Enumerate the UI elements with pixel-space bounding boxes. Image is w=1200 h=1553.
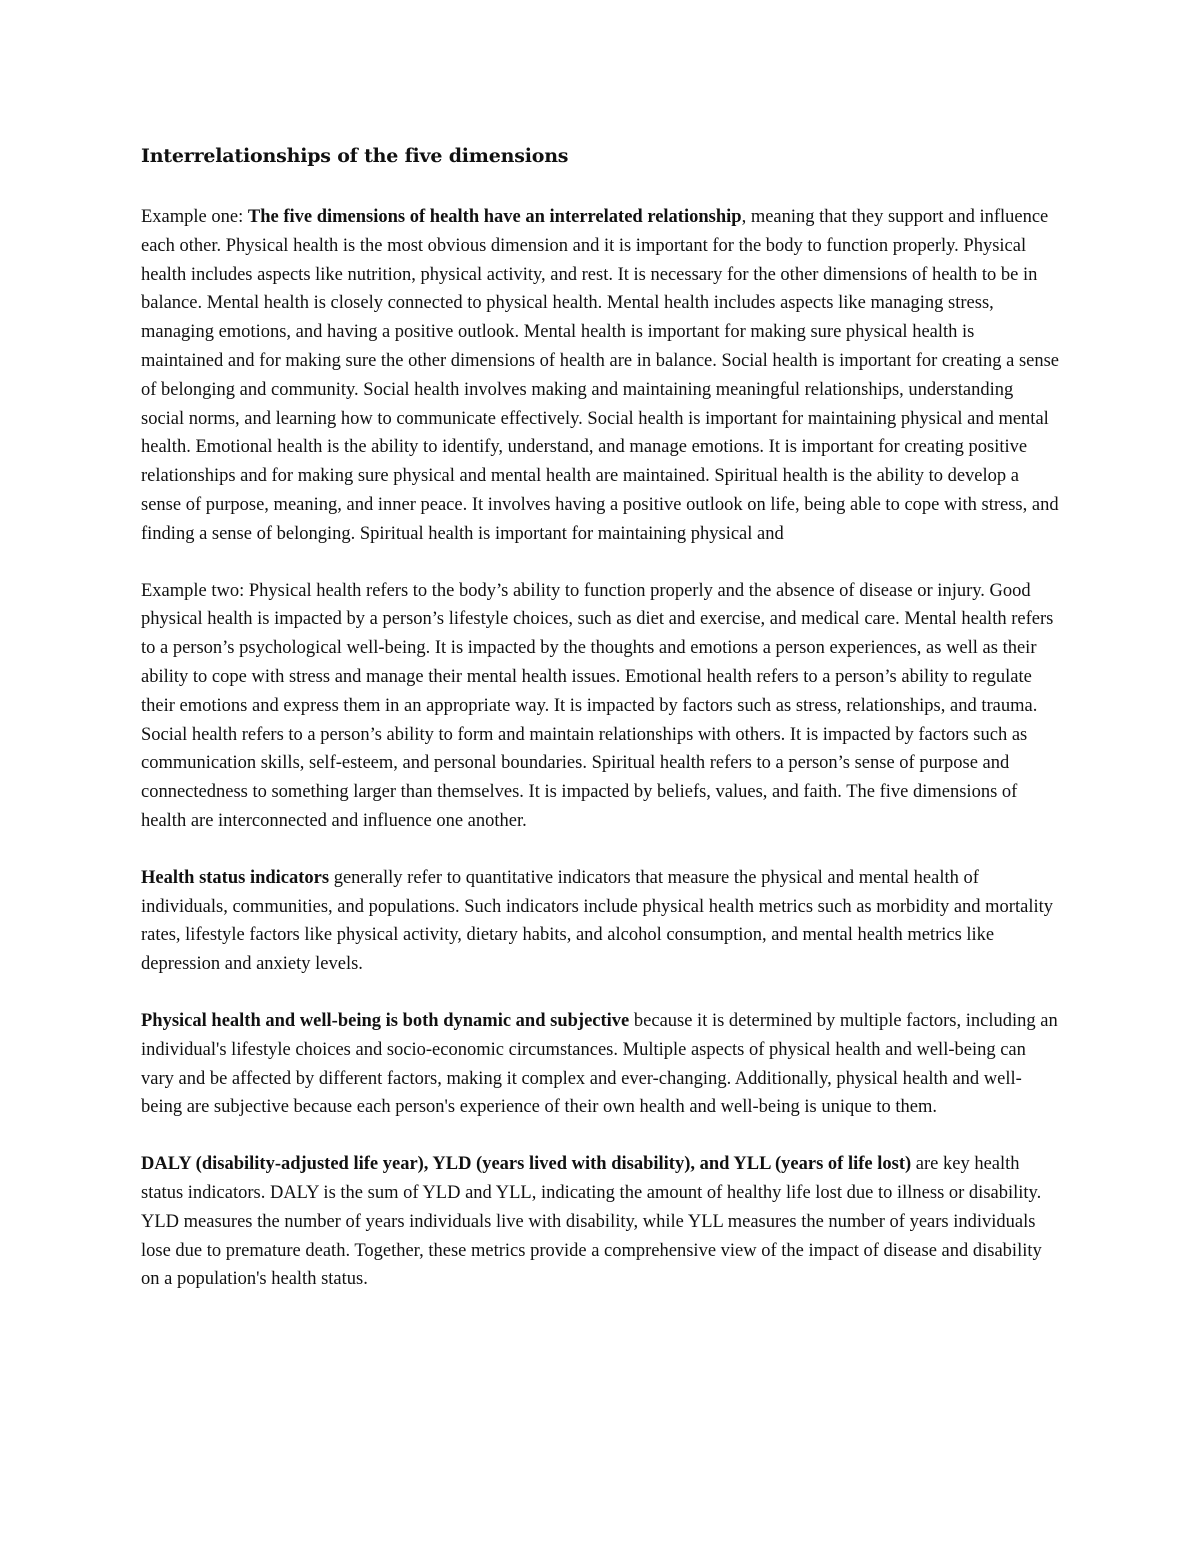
paragraph-lead: Example two: Physical health refers to the body’s ability to function properly and the absence of disease or injury. Good physical health is impacted by a person’s lifestyle choices, such as diet and exercise, and medical care. Mental health refers to a person’s psychological well-being. It is impacted by the thoughts and emotions a person experiences, as well as their ability to cope with stress and manage their mental health issues. Emotional health refers to a person’s ability to regulate their emotions and express them in an appropriate way. It is impacted by factors such as stress, relationships, and trauma. Social health refers to a person’s ability to form and maintain relationships with others. It is impacted by factors such as communication skills, self-esteem, and personal boundaries. Spiritual health refers to a person’s sense of purpose and connectedness to something larger than themselves. It is impacted by beliefs, values, and faith. The five dimensions of health are interconnected and influence one another. bbox=[141, 580, 1054, 831]
paragraph-dynamic-subjective bbox=[141, 1007, 1061, 1122]
paragraph-health-status-indicators bbox=[141, 864, 1061, 979]
paragraph-bold-phrase: Physical health and well-being is both dynamic and subjective bbox=[141, 1010, 630, 1031]
paragraph-daly-yld-yll bbox=[141, 1150, 1061, 1294]
paragraph-lead: Example one: bbox=[141, 207, 248, 227]
paragraph-bold-phrase: Health status indicators bbox=[141, 867, 330, 888]
paragraph-example-one bbox=[141, 203, 1061, 549]
paragraph-example-two bbox=[141, 577, 1061, 836]
paragraph-text: generally refer to quantitative indicators that measure the physical and mental health of individuals, communities, and populations. Such indicators include physical health metrics such as morbidity and mortality rates, lifestyle factors like physical activity, dietary habits, and alcohol consumption, and mental health metrics like depression and anxiety levels. bbox=[141, 867, 1053, 975]
paragraph-bold-phrase: The five dimensions of health have an interrelated relationship bbox=[247, 207, 742, 227]
document-title: Interrelationships of the five dimensions bbox=[141, 145, 569, 167]
paragraph-text: , meaning that they support and influence each other. Physical health is the most obvious dimension and it is important for the body to function properly. Physical health includes aspects like nutrition, physical activity, and rest. It is necessary for the other dimensions of health to be in balance. Mental health is closely connected to physical health. Mental health includes aspects like managing stress, managing emotions, and having a positive outlook. Mental health is important for making sure physical health is maintained and for making sure the other dimensions of health are in balance. Social health is important for creating a sense of belonging and community. Social health involves making and maintaining meaningful relationships, understanding social norms, and learning how to communicate effectively. Social health is important for maintaining physical and mental health. Emotional health is the ability to identify, understand, and manage emotions. It is important for creating positive relationships and for making sure physical and mental health are maintained. Spiritual health is the ability to develop a sense of purpose, meaning, and inner peace. It involves having a positive outlook on life, being able to cope with stress, and finding a sense of belonging. Spiritual health is important for maintaining physical and bbox=[141, 207, 1060, 544]
paragraph-bold-phrase: DALY (disability-adjusted life year), YLD (years lived with disability), and YLL (years of life lost) bbox=[141, 1154, 912, 1175]
paragraph-text: are key health status indicators. DALY is the sum of YLD and YLL, indicating the amount of healthy life lost due to illness or disability. YLD measures the number of years individuals live with disability, while YLL measures the number of years individuals lose due to premature death. Together, these metrics provide a comprehensive view of the impact of disease and disability on a population's health status. bbox=[141, 1154, 1042, 1290]
paragraph-text: because it is determined by multiple factors, including an individual's lifestyle choices and socio-economic circumstances. Multiple aspects of physical health and well-being can vary and be affected by different factors, making it complex and ever-changing. Additionally, physical health and well-being are subjective because each person's experience of their own health and well-being is unique to them. bbox=[141, 1010, 1058, 1118]
document-body bbox=[141, 142, 1061, 1322]
